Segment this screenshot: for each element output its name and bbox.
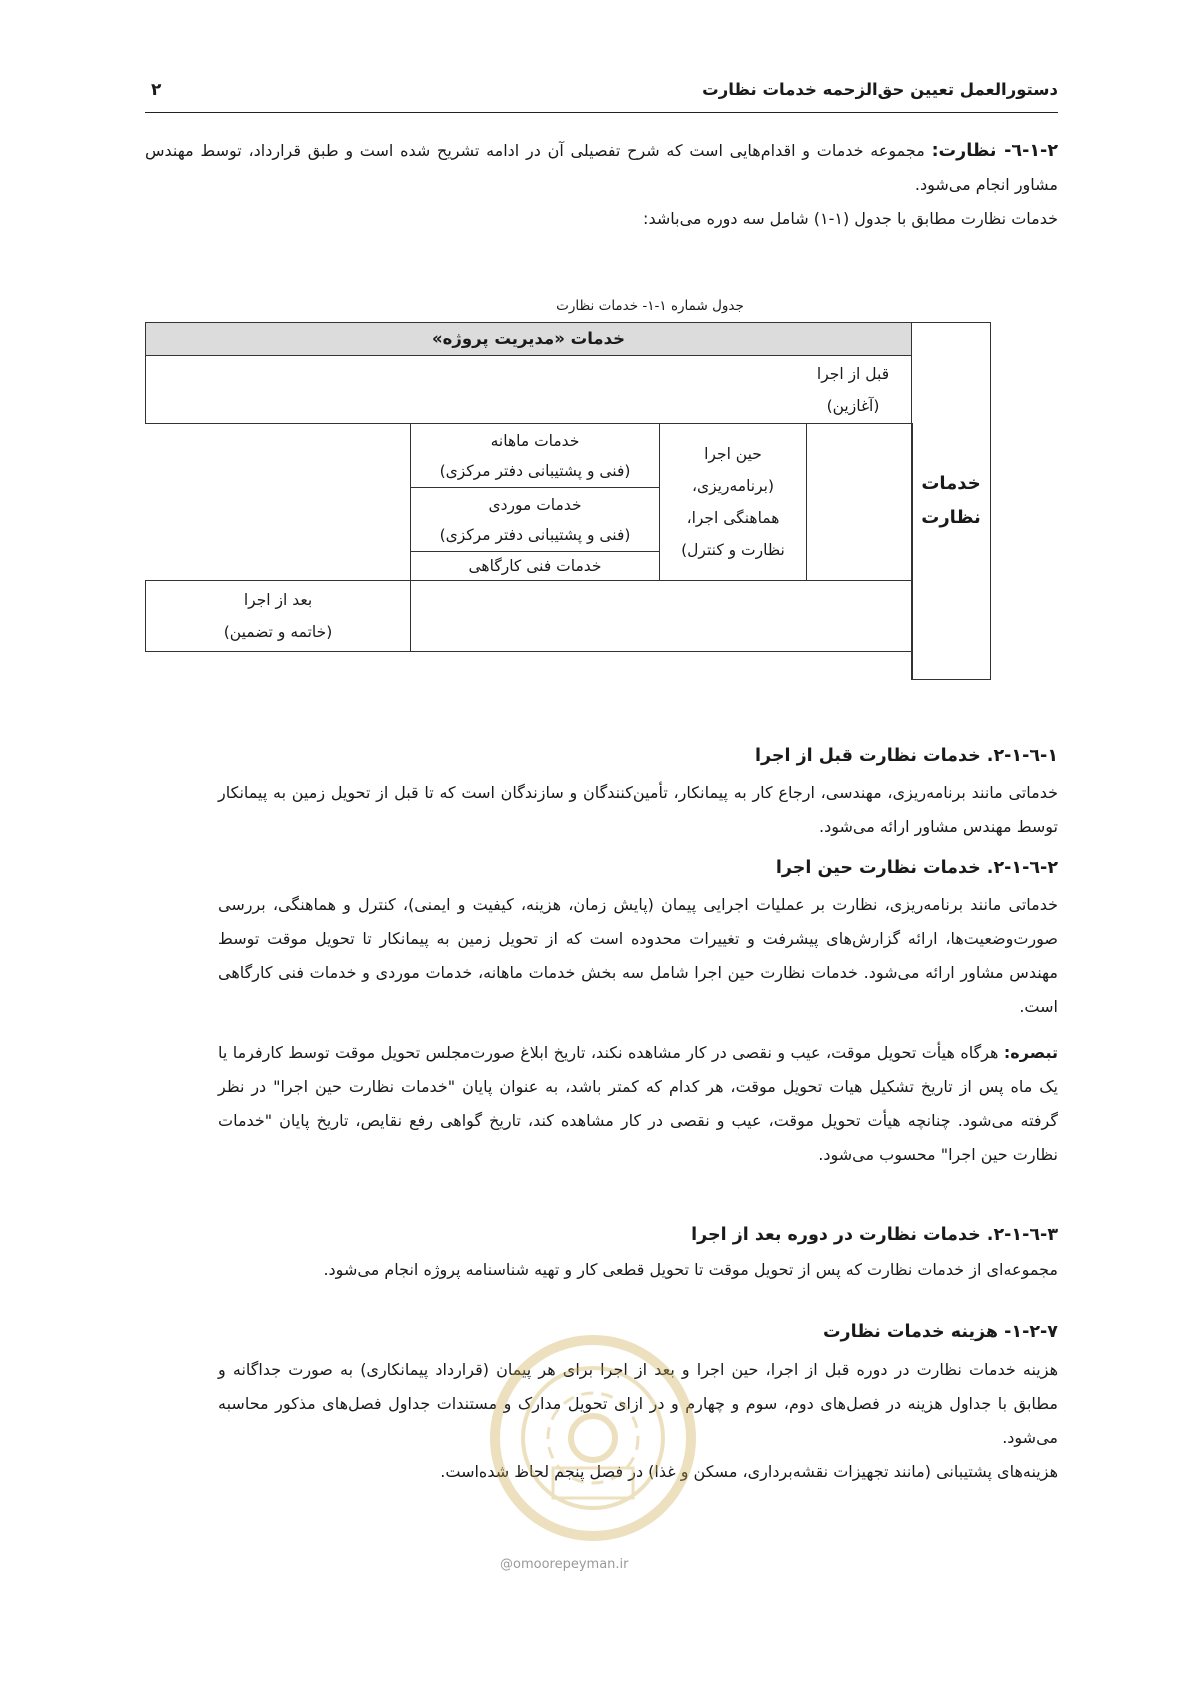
cell-after: بعد از اجرا (خاتمه و تضمین) — [145, 580, 411, 652]
watermark-logo — [478, 1318, 708, 1578]
section-4-heading: ۱-۲-۷- هزینه خدمات نظارت — [822, 1322, 1058, 1342]
cell-during: حین اجرا (برنامه‌ریزی، هماهنگی اجرا، نظارت و کنترل) — [659, 423, 807, 581]
section-1-heading: ۱-٦-۲-۱. خدمات نظارت قبل از اجرا — [754, 746, 1058, 766]
section-3-heading: ۳-٦-۲-۱. خدمات نظارت در دوره بعد از اجرا — [691, 1225, 1058, 1245]
table-caption: جدول شماره ۱-۱- خدمات نظارت — [556, 298, 744, 314]
supervision-table — [145, 322, 1057, 680]
cell-site: خدمات فنی کارگاهی — [410, 551, 660, 581]
cell-monthly: خدمات ماهانه (فنی و پشتیبانی دفتر مرکزی) — [410, 423, 660, 488]
table-header: خدمات «مدیریت پروژه» — [145, 322, 912, 356]
intro-paragraph — [145, 134, 1058, 202]
watermark-text: @omoorepeyman.ir — [500, 1557, 629, 1572]
page-header — [145, 78, 1058, 113]
section-2-heading: ۲-٦-۲-۱. خدمات نظارت حین اجرا — [775, 858, 1058, 878]
header-title: دستورالعمل تعیین حق‌الزحمه خدمات نظارت — [702, 80, 1058, 99]
cell-after-empty — [410, 580, 912, 652]
intro-line2: خدمات نظارت مطابق با جدول (۱-۱) شامل سه دوره می‌باشد: — [643, 209, 1058, 228]
intro-text: مجموعه خدمات و اقدام‌هایی است که شرح تفصیلی آن در ادامه تشریح شده است و طبق قرارداد، توسط مهندس مشاور انجام می‌شود. — [145, 141, 1058, 194]
section-4-text: هزینه خدمات نظارت در دوره قبل از اجرا، حین اجرا و بعد از اجرا برای هر پیمان (قرارداد پیمانکاری) به صورت جداگانه و مطابق با جداول هزینه در فصل‌های دوم، سوم و چهارم و در ازای تحویل مدارک و مستندات جداول فصل‌های مذکور محاسبه می‌شود. — [218, 1360, 1058, 1447]
note-text: هرگاه هیأت تحویل موقت، عیب و نقصی در کار مشاهده نکند، تاریخ ابلاغ صورت‌مجلس تحویل موقت توسط کارفرما یا یک ماه پس از تاریخ تشکیل هیات تحویل موقت، هر کدام که کمتر باشد، به عنوان پایان "خدمات نظارت حین اجرا" در نظر گرفته می‌شود. چنانچه هیأت تحویل موقت، عیب و نقصی در کار مشاهده کند، تاریخ گواهی رفع نقایص، تاریخ پایان "خدمات نظارت حین اجرا" محسوب می‌شود. — [218, 1043, 1058, 1164]
intro-label: ۱-۲-٦- نظارت: — [931, 141, 1059, 161]
cell-before: قبل از اجرا (آغازین) — [816, 364, 890, 415]
note-label: تبصره: — [1003, 1043, 1058, 1062]
cell-during-empty — [806, 423, 913, 581]
table-left-label: خدمات نظارت — [911, 322, 991, 680]
cell-case: خدمات موردی (فنی و پشتیبانی دفتر مرکزی) — [410, 487, 660, 552]
section-3-text: مجموعه‌ای از خدمات نظارت که پس از تحویل موقت تا تحویل قطعی کار و تهیه شناسنامه پروژه انجام می‌شود. — [323, 1260, 1058, 1279]
section-2-text: خدماتی مانند برنامه‌ریزی، نظارت بر عملیات اجرایی پیمان (پایش زمان، هزینه، کیفیت و ایمنی)، کنترل و هماهنگی، بررسی صورت‌وضعیت‌ها، ارائه گزارش‌های پیشرفت و تغییرات محدوده است که از تحویل زمین به پیمانکار تا تحویل موقت توسط مهندس مشاور ارائه می‌شود. خدمات نظارت حین اجرا شامل سه بخش خدمات ماهانه، خدمات موردی و خدمات فنی کارگاهی است. — [218, 895, 1058, 1016]
section-4-line2: هزینه‌های پشتیبانی (مانند تجهیزات نقشه‌برداری، مسکن و غذا) در فصل پنجم لحاظ شده‌است. — [440, 1462, 1058, 1481]
page-number: ۲ — [151, 80, 162, 100]
row-before — [145, 355, 912, 424]
section-2-note — [218, 1036, 1058, 1172]
section-1-text: خدماتی مانند برنامه‌ریزی، مهندسی، ارجاع کار به پیمانکار، تأمین‌کنندگان و سازندگان است که تا قبل از تحویل زمین به پیمانکار توسط مهندس مشاور ارائه می‌شود. — [218, 783, 1058, 836]
